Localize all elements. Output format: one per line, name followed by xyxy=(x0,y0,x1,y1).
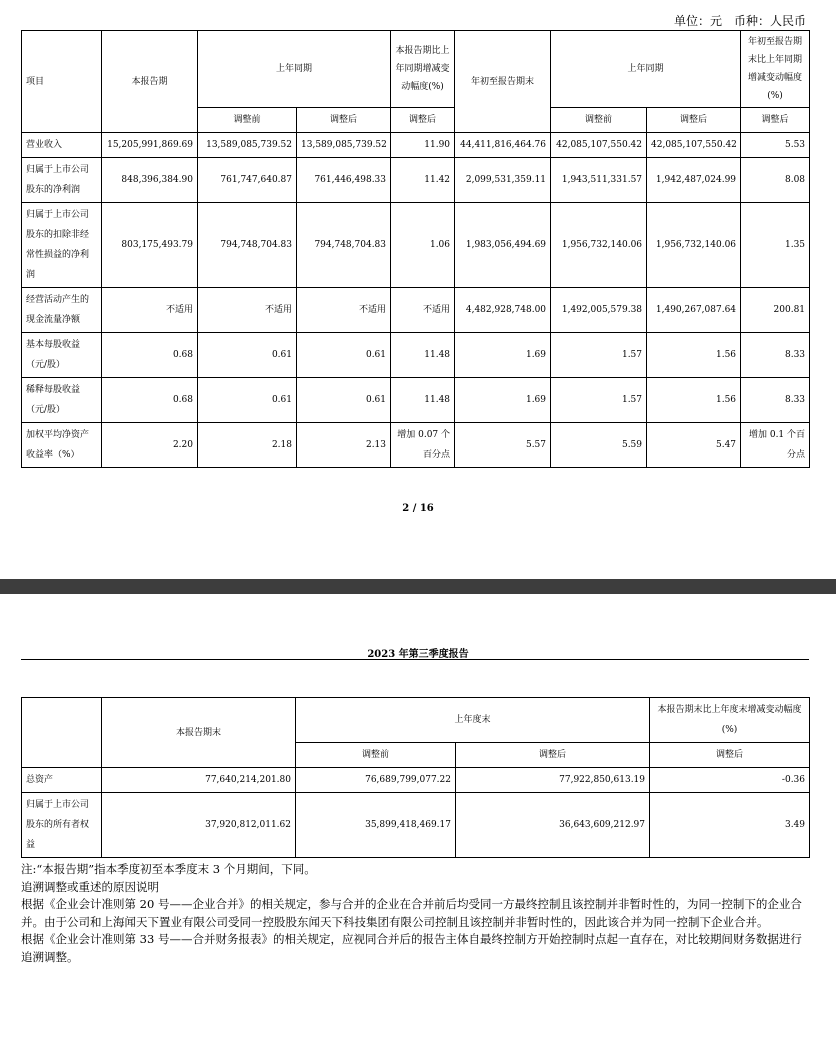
cell-ytd-change: 200.81 xyxy=(741,288,810,333)
note-paragraph: 根据《企业会计准则第 20 号——企业合并》的相关规定，参与合并的企业在合并前后均受同一方最终控制且该控制并非暂时性的，为同一控制下的企业合并。由于公司和上海闻天下置业有限公司受同一控股股东闻天下科技集团有限公司控制且该控制并非暂时性的，因此该合并为同一控制下企业合并。 xyxy=(21,897,802,929)
table-row xyxy=(22,333,810,378)
row-label: 营业收入 xyxy=(22,133,102,158)
cell-change: 11.48 xyxy=(391,333,455,378)
balance-items-table xyxy=(21,697,810,858)
cell-prior-after: 36,643,609,212.97 xyxy=(456,793,650,858)
cell-ytd-prior-after: 1,956,732,140.06 xyxy=(647,203,741,288)
cell-current-end: 37,920,812,011.62 xyxy=(102,793,296,858)
cell-prior-before: 35,899,418,469.17 xyxy=(296,793,456,858)
subheader-change-after: 调整后 xyxy=(391,108,455,133)
table-row xyxy=(22,768,810,793)
row-label: 归属于上市公司股东的扣除非经常性损益的净利润 xyxy=(22,203,102,288)
header-ytd-change: 年初至报告期末比上年同期增减变动幅度(%) xyxy=(741,31,810,108)
cell-current: 15,205,991,869.69 xyxy=(102,133,198,158)
table-row xyxy=(22,423,810,468)
cell-prior-before: 0.61 xyxy=(198,378,297,423)
cell-ytd: 44,411,816,464.76 xyxy=(455,133,551,158)
cell-current: 848,396,384.90 xyxy=(102,158,198,203)
header-prior-year-end: 上年度末 xyxy=(296,698,650,743)
cell-ytd: 1.69 xyxy=(455,378,551,423)
notes-section xyxy=(21,861,811,966)
row-label: 基本每股收益（元/股） xyxy=(22,333,102,378)
note-restatement-heading: 追溯调整或重述的原因说明 xyxy=(21,879,159,894)
subheader-after: 调整后 xyxy=(456,743,650,768)
table-row xyxy=(22,158,810,203)
subheader-after-ytd: 调整后 xyxy=(647,108,741,133)
row-label: 总资产 xyxy=(22,768,102,793)
cell-change: -0.36 xyxy=(650,768,810,793)
cell-change: 3.49 xyxy=(650,793,810,858)
table-header-row xyxy=(22,31,810,108)
cell-ytd-prior-before: 1.57 xyxy=(551,378,647,423)
cell-ytd-prior-before: 1.57 xyxy=(551,333,647,378)
cell-prior-before: 0.61 xyxy=(198,333,297,378)
table-row xyxy=(22,288,810,333)
cell-ytd-change: 增加 0.1 个百分点 xyxy=(741,423,810,468)
cell-current: 0.68 xyxy=(102,378,198,423)
note-current-period-definition: 注:“本报告期”指本季度初至本季度末 3 个月期间，下同。 xyxy=(21,862,316,876)
cell-ytd-prior-after: 1.56 xyxy=(647,378,741,423)
cell-current: 803,175,493.79 xyxy=(102,203,198,288)
header-period-change: 本报告期比上年同期增减变动幅度(%) xyxy=(391,31,455,108)
cell-prior-after: 13,589,085,739.52 xyxy=(297,133,391,158)
cell-prior-before: 2.18 xyxy=(198,423,297,468)
cell-prior-after: 0.61 xyxy=(297,378,391,423)
subheader-before: 调整前 xyxy=(296,743,456,768)
unit-currency-line: 单位：元 币种：人民币 xyxy=(673,14,806,28)
header-ytd: 年初至报告期末 xyxy=(455,31,551,133)
cell-current-end: 77,640,214,201.80 xyxy=(102,768,296,793)
header-prior-same-period-ytd: 上年同期 xyxy=(551,31,741,108)
cell-ytd-prior-after: 42,085,107,550.42 xyxy=(647,133,741,158)
row-label: 加权平均净资产收益率（%） xyxy=(22,423,102,468)
cell-ytd-prior-after: 5.47 xyxy=(647,423,741,468)
cell-ytd-prior-before: 5.59 xyxy=(551,423,647,468)
cell-prior-after: 761,446,498.33 xyxy=(297,158,391,203)
cell-prior-after: 794,748,704.83 xyxy=(297,203,391,288)
table-row xyxy=(22,133,810,158)
report-title: 2023 年第三季度报告 xyxy=(367,649,469,660)
cell-prior-before: 76,689,799,077.22 xyxy=(296,768,456,793)
cell-current: 2.20 xyxy=(102,423,198,468)
header-item: 项目 xyxy=(22,31,102,133)
note-paragraph: 根据《企业会计准则第 33 号——合并财务报表》的相关规定，应视同合并后的报告主体自最终控制方开始控制时点起一直存在，对比较期间财务数据进行追溯调整。 xyxy=(21,932,802,964)
row-label: 归属于上市公司股东的所有者权益 xyxy=(22,793,102,858)
cell-prior-after: 不适用 xyxy=(297,288,391,333)
cell-current: 不适用 xyxy=(102,288,198,333)
cell-prior-after: 2.13 xyxy=(297,423,391,468)
header-prior-same-period: 上年同期 xyxy=(198,31,391,108)
cell-change: 增加 0.07 个百分点 xyxy=(391,423,455,468)
cell-prior-after: 77,922,850,613.19 xyxy=(456,768,650,793)
cell-change: 11.48 xyxy=(391,378,455,423)
table-row xyxy=(22,203,810,288)
row-label: 稀释每股收益（元/股） xyxy=(22,378,102,423)
page-number: 2 / 16 xyxy=(402,503,434,514)
table-row xyxy=(22,793,810,858)
header-item xyxy=(22,698,102,768)
table-header-row xyxy=(22,698,810,743)
header-current-period-end: 本报告期末 xyxy=(102,698,296,768)
cell-ytd: 5.57 xyxy=(455,423,551,468)
cell-ytd-prior-after: 1,490,267,087.64 xyxy=(647,288,741,333)
cell-ytd-change: 1.35 xyxy=(741,203,810,288)
cell-ytd-change: 8.33 xyxy=(741,333,810,378)
cell-ytd-change: 8.08 xyxy=(741,158,810,203)
cell-ytd: 1.69 xyxy=(455,333,551,378)
cell-ytd-prior-before: 42,085,107,550.42 xyxy=(551,133,647,158)
cell-ytd-change: 5.53 xyxy=(741,133,810,158)
header-period-end-change: 本报告期末比上年度末增减变动幅度(%) xyxy=(650,698,810,743)
subheader-before-ytd: 调整前 xyxy=(551,108,647,133)
cell-change: 不适用 xyxy=(391,288,455,333)
cell-ytd-prior-after: 1,942,487,024.99 xyxy=(647,158,741,203)
cell-change: 11.42 xyxy=(391,158,455,203)
cell-prior-before: 13,589,085,739.52 xyxy=(198,133,297,158)
cell-ytd-prior-before: 1,956,732,140.06 xyxy=(551,203,647,288)
header-current-period: 本报告期 xyxy=(102,31,198,133)
cell-prior-before: 761,747,640.87 xyxy=(198,158,297,203)
cell-prior-after: 0.61 xyxy=(297,333,391,378)
cell-current: 0.68 xyxy=(102,333,198,378)
cell-ytd-prior-before: 1,943,511,331.57 xyxy=(551,158,647,203)
subheader-before: 调整前 xyxy=(198,108,297,133)
page-separator xyxy=(0,579,836,594)
title-rule xyxy=(21,659,809,660)
cell-ytd-prior-after: 1.56 xyxy=(647,333,741,378)
cell-change: 11.90 xyxy=(391,133,455,158)
cell-ytd: 4,482,928,748.00 xyxy=(455,288,551,333)
table-row xyxy=(22,378,810,423)
row-label: 经营活动产生的现金流量净额 xyxy=(22,288,102,333)
key-financials-table xyxy=(21,30,810,468)
row-label: 归属于上市公司股东的净利润 xyxy=(22,158,102,203)
cell-ytd-prior-before: 1,492,005,579.38 xyxy=(551,288,647,333)
cell-ytd: 1,983,056,494.69 xyxy=(455,203,551,288)
cell-ytd-change: 8.33 xyxy=(741,378,810,423)
subheader-ytd-change-after: 调整后 xyxy=(741,108,810,133)
cell-prior-before: 794,748,704.83 xyxy=(198,203,297,288)
subheader-change-after: 调整后 xyxy=(650,743,810,768)
cell-ytd: 2,099,531,359.11 xyxy=(455,158,551,203)
subheader-after: 调整后 xyxy=(297,108,391,133)
cell-prior-before: 不适用 xyxy=(198,288,297,333)
cell-change: 1.06 xyxy=(391,203,455,288)
